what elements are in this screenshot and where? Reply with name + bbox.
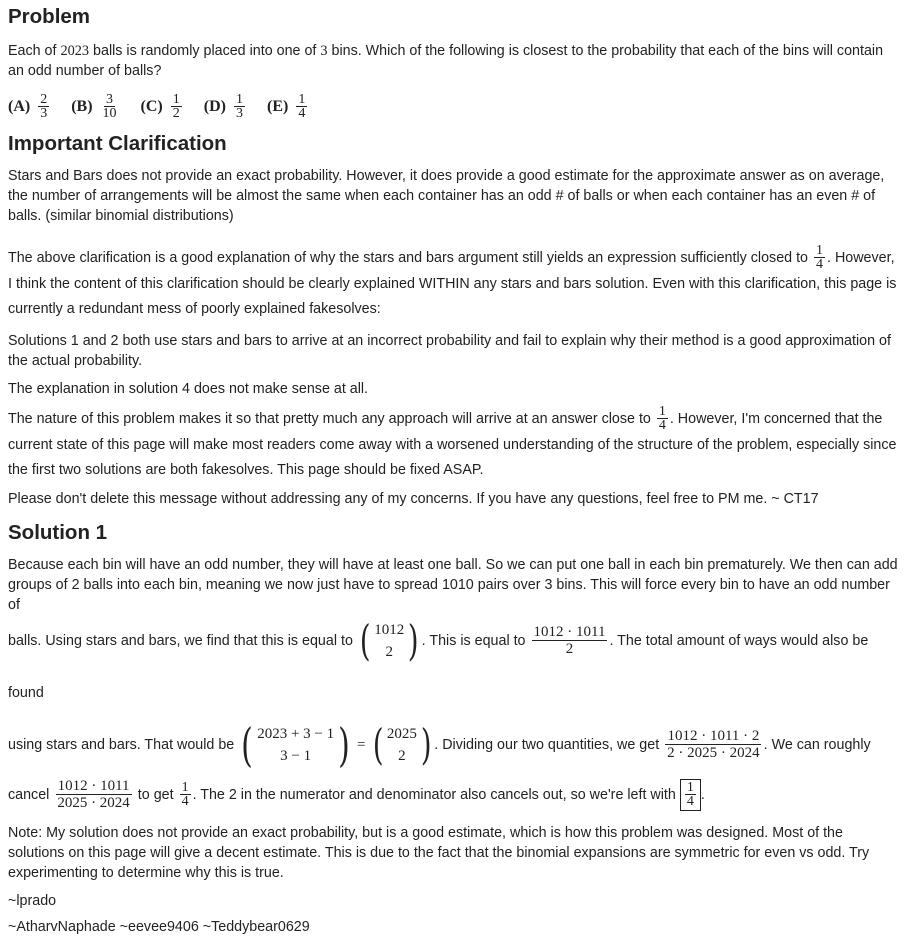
solution1-note: Note: My solution does not provide an exact probability, but is a good estimate, which is how this problem was designed. Most of the solutions on this page will give a decent estimate. This is due to the fact that the binomial expansions are symmetric for even vs odd. Try experimenting to determine why this is true. xyxy=(8,825,870,881)
clarification-p3: Solutions 1 and 2 both use stars and bars to arrive at an incorrect probability and fail to explain why their method is a good approximation of the actual probability. xyxy=(8,333,891,369)
fraction-4: $\frac{1}{4}$ xyxy=(181,780,189,810)
choice-d: (D) $\frac{1}{3}$ xyxy=(203,92,243,121)
answer-box: $\frac{1}{4}$ xyxy=(680,779,701,811)
fraction-1: $\frac{1012 \cdot 1011}{2}$ xyxy=(533,624,606,658)
choice-a: (A) $\frac{2}{3}$ xyxy=(8,92,48,121)
signature-1: ~lprado xyxy=(8,893,57,909)
binomial-2025-2: ( 2025 2 ) xyxy=(372,720,432,770)
solution1-line3: balls. Using stars and bars, we find that this is equal to ( 1012 2 ) . This is equal to $\frac{1012 \cdot 1011}{2}$ . The total amount of ways would also be found xyxy=(8,616,869,701)
fraction-2: $\frac{1012 \cdot 1011 \cdot 2}{2 \cdot 2025 \cdot 2024}$ xyxy=(667,728,760,762)
choice-e: (E) $\frac{1}{4}$ xyxy=(266,92,306,121)
solution1-line5: cancel $\frac{1012 \cdot 1011}{2025 \cdot 2024}$ to get $\frac{1}{4}$ . The 2 in the numerator and denominator also cancels out, so we're left with $\frac{1}{4}$ . xyxy=(8,778,705,812)
solution1-line1: Because each bin will have an odd number, they will have at least one ball. So we can put one ball in each bin prematurely. We then can add groups of 2 balls into each bin, meaning we now just have to spread 1010 pairs over 3 bins. This will force every bin to have an odd number of xyxy=(8,557,898,613)
problem-text: Each of 2023 balls is randomly placed into one of 3 bins. Which of the following is closest to the probability that each of the bins will contain an odd number of balls? xyxy=(8,43,884,79)
clarification-p1: Stars and Bars does not provide an exact probability. However, it does provide a good estimate for the approximate answer as on average, the number of arrangements will be almost the same when each container has an odd # of balls or when each container has an even # of balls. (similar binomial distributions) xyxy=(8,168,885,224)
clarification-p5: The nature of this problem makes it so that pretty much any approach will arrive at an answer close to $\frac{1}{4}$ . However, I'm concerned that the current state of this page will make most readers come away with a worsened understanding of the structure of the problem, especially since the first two solutions are both fakesolves. This page should be fixed ASAP. xyxy=(8,404,897,478)
signature-2: ~AtharvNaphade ~eevee9406 ~Teddybear0629 xyxy=(8,919,310,935)
solution1-heading: Solution 1 xyxy=(8,521,108,544)
clarification-heading: Important Clarification xyxy=(8,132,227,155)
clarification-p2: The above clarification is a good explanation of why the stars and bars argument still yields an expression sufficiently closed to $\frac{1}{4}$ . However, I think the content of this clarification should be clearly explained WITHIN any stars and bars solution. Even with this clarification, this page is currently a redundant mess of poorly explained fakesolves: xyxy=(8,243,897,317)
one-quarter-fraction: $\frac{1}{4}$ xyxy=(658,404,666,433)
answer-choices xyxy=(8,85,902,129)
solution1-line4: using stars and bars. That would be ( 2023 + 3 − 1 3 − 1 ) = ( 2025 2 ) . Dividing our two quantities, we get $\frac{1012 \cdot 1011 \cdot 2}{2 \cdot 2025 \cdot 2024}$ . We can roughly xyxy=(8,718,871,773)
binomial-1012-2: ( 1012 2 ) xyxy=(359,616,419,666)
num-bins: 3 xyxy=(320,43,328,59)
one-quarter-fraction: $\frac{1}{4}$ xyxy=(816,243,823,272)
choice-b: (B) $\frac{3}{10}$ xyxy=(71,92,117,121)
page xyxy=(0,2,910,937)
binomial-total: ( 2023 + 3 − 1 3 − 1 ) xyxy=(241,718,350,773)
fraction-3: $\frac{1012 \cdot 1011}{2025 \cdot 2024}$ xyxy=(57,778,130,812)
clarification-p6: Please don't delete this message without addressing any of my concerns. If you have any questions, feel free to PM me. ~ CT17 xyxy=(8,491,819,507)
problem-heading: Problem xyxy=(8,5,91,28)
clarification-p4: The explanation in solution 4 does not make sense at all. xyxy=(8,381,369,397)
num-balls: 2023 xyxy=(60,43,90,59)
choice-c: (C) $\frac{1}{2}$ xyxy=(140,92,180,121)
